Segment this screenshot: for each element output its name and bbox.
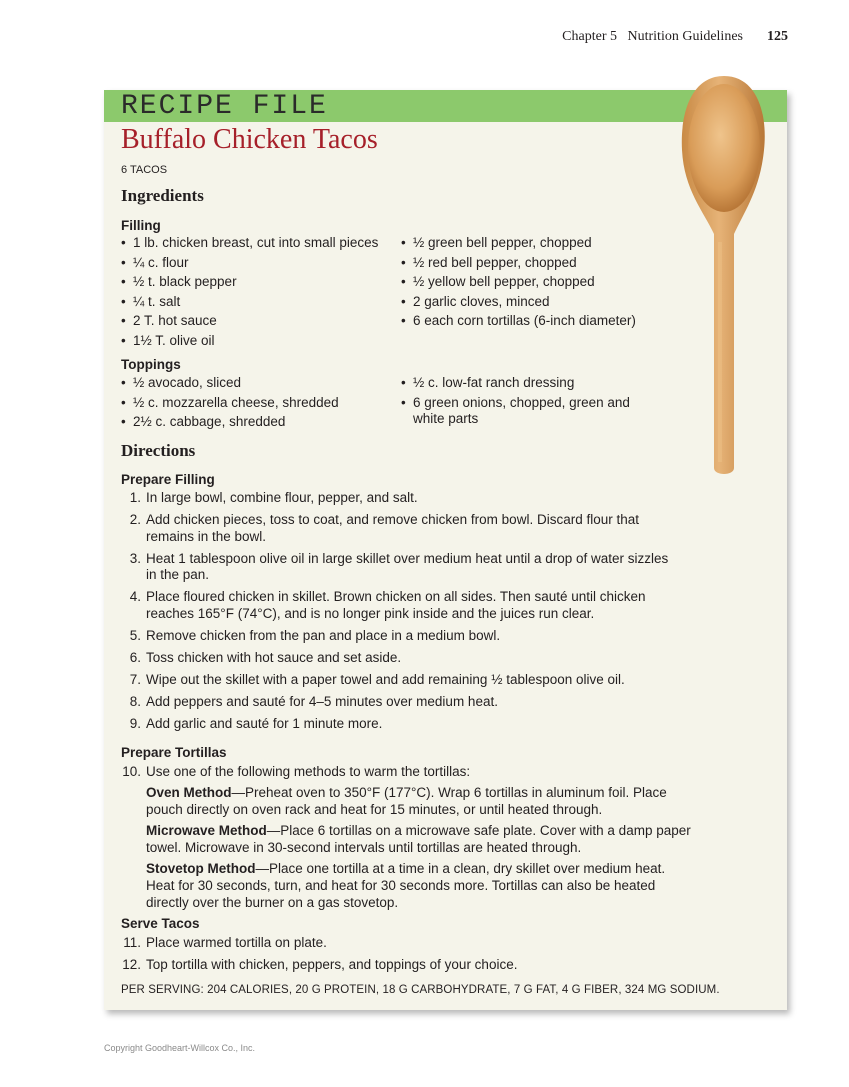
- oven-method: [146, 784, 691, 818]
- step-text: Top tortilla with chicken, peppers, and toppings of your choice.: [146, 957, 518, 972]
- banner-label: RECIPE FILE: [121, 91, 328, 122]
- filling-heading: Filling: [121, 218, 161, 233]
- list-item: • ½ yellow bell pepper, chopped: [401, 274, 651, 290]
- step-item: [121, 551, 681, 584]
- list-item: • ½ green bell pepper, chopped: [401, 235, 651, 251]
- step-number: 8.: [129, 693, 141, 709]
- list-item: • ½ c. mozzarella cheese, shredded: [121, 395, 393, 411]
- prepare-tortillas-heading: Prepare Tortillas: [121, 745, 227, 760]
- step-number: 7.: [129, 671, 141, 687]
- stovetop-method: [146, 860, 691, 911]
- chapter-number: Chapter 5: [562, 29, 617, 44]
- method-text: —Place one tortilla at a time in a clean, dry skillet over medium heat. Heat for 30 seconds, turn, and heat for 30 seconds more. Tortillas can also be heated directly over the burner on a gas stovetop.: [146, 860, 666, 910]
- step-item: [121, 589, 681, 622]
- method-name: Stovetop Method: [146, 860, 256, 876]
- chapter-label: [562, 29, 743, 44]
- step-item: [121, 490, 681, 507]
- running-header: [562, 29, 788, 45]
- step-text: Wipe out the skillet with a paper towel and add remaining ½ tablespoon olive oil.: [146, 671, 625, 687]
- list-item: • 2½ c. cabbage, shredded: [121, 414, 393, 430]
- list-item: • ½ red bell pepper, chopped: [401, 255, 651, 271]
- serve-tacos-heading: Serve Tacos: [121, 916, 200, 931]
- wooden-spoon-image: [674, 72, 774, 482]
- method-text: —Place 6 tortillas on a microwave safe plate. Cover with a damp paper towel. Microwave in 30-second intervals until tortillas are heated through.: [146, 822, 691, 855]
- step-number: 11.: [123, 935, 141, 950]
- step-text: Heat 1 tablespoon olive oil in large skillet over medium heat until a drop of water sizzles in the pan.: [146, 550, 669, 582]
- page-number: 125: [767, 29, 788, 44]
- step-number: 10.: [122, 764, 141, 779]
- toppings-heading: Toppings: [121, 357, 181, 372]
- step-item: [121, 716, 681, 733]
- list-item: • ¼ t. salt: [121, 294, 393, 310]
- prepare-tortillas-steps: [121, 764, 691, 911]
- recipe-title: Buffalo Chicken Tacos: [121, 124, 378, 155]
- step-text: Add peppers and sauté for 4–5 minutes over medium heat.: [146, 693, 498, 709]
- list-item: • 6 green onions, chopped, green and white parts: [401, 395, 646, 427]
- list-item: • 6 each corn tortillas (6-inch diameter): [401, 313, 651, 329]
- step-number: 4.: [129, 589, 141, 604]
- step-text: Place warmed tortilla on plate.: [146, 935, 327, 950]
- method-name: Microwave Method: [146, 822, 267, 838]
- step-number: 6.: [129, 649, 141, 665]
- list-item: • ½ c. low-fat ranch dressing: [401, 375, 646, 391]
- prepare-filling-heading: Prepare Filling: [121, 472, 215, 487]
- toppings-list-right: [401, 375, 646, 427]
- step-number: 3.: [129, 550, 141, 566]
- step-text: Remove chicken from the pan and place in a medium bowl.: [146, 627, 501, 643]
- step-item: [121, 694, 681, 711]
- serve-tacos-steps: [121, 935, 681, 974]
- step-item: [121, 764, 691, 911]
- copyright-notice: Copyright Goodheart-Willcox Co., Inc.: [104, 1043, 256, 1053]
- list-item: • 2 garlic cloves, minced: [401, 294, 651, 310]
- list-item: • ¼ c. flour: [121, 255, 393, 271]
- step-item: [121, 957, 681, 974]
- step-item: [121, 935, 681, 952]
- step-text: In large bowl, combine flour, pepper, and salt.: [146, 490, 418, 505]
- step-text: Add chicken pieces, toss to coat, and remove chicken from bowl. Discard flour that remains in the bowl.: [146, 512, 639, 544]
- step-item: [121, 512, 681, 545]
- directions-heading: Directions: [121, 441, 196, 460]
- step-text: Use one of the following methods to warm the tortillas:: [146, 764, 471, 779]
- step-number: 2.: [129, 512, 141, 527]
- step-item: [121, 628, 681, 645]
- toppings-list-left: [121, 375, 393, 430]
- step-number: 1.: [129, 490, 141, 505]
- list-item: • ½ avocado, sliced: [121, 375, 393, 391]
- step-text: Add garlic and sauté for 1 minute more.: [146, 715, 383, 731]
- list-item: • ½ t. black pepper: [121, 274, 393, 290]
- method-name: Oven Method: [146, 784, 232, 800]
- prepare-filling-steps: [121, 490, 681, 732]
- recipe-yield: 6 TACOS: [121, 164, 168, 176]
- step-text: Toss chicken with hot sauce and set aside.: [146, 649, 402, 665]
- list-item: • 1½ T. olive oil: [121, 333, 393, 349]
- method-text: —Preheat oven to 350°F (177°C). Wrap 6 tortillas in aluminum foil. Place pouch directly on oven rack and heat for 15 minutes, or until heated through.: [146, 784, 667, 817]
- step-number: 9.: [129, 715, 141, 731]
- microwave-method: [146, 822, 691, 856]
- ingredients-heading: Ingredients: [121, 186, 204, 205]
- filling-list-left: [121, 235, 393, 349]
- step-item: [121, 672, 681, 689]
- section-title: Nutrition Guidelines: [627, 29, 743, 44]
- list-item: • 1 lb. chicken breast, cut into small pieces: [121, 235, 393, 251]
- step-text: Place floured chicken in skillet. Brown chicken on all sides. Then sauté until chicken reaches 165°F (74°C), and is no longer pink inside and the juices run clear.: [146, 589, 646, 621]
- step-item: [121, 650, 681, 667]
- filling-list-right: [401, 235, 651, 329]
- step-number: 12.: [122, 957, 141, 972]
- step-number: 5.: [129, 627, 141, 643]
- nutrition-per-serving: PER SERVING: 204 CALORIES, 20 G PROTEIN, 18 G CARBOHYDRATE, 7 G FAT, 4 G FIBER, 324 MG SODIUM.: [121, 984, 720, 996]
- list-item: • 2 T. hot sauce: [121, 313, 393, 329]
